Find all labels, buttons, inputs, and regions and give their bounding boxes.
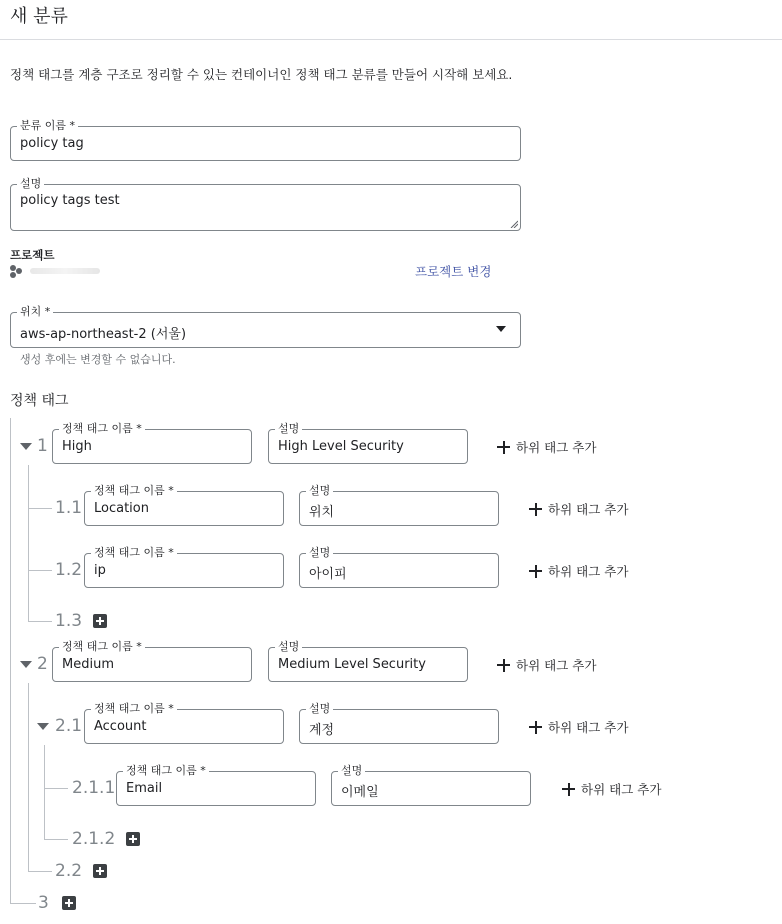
tag-name-label: 정책 태그 이름 * (59, 640, 145, 654)
policy-tags-title: 정책 태그 (10, 393, 69, 409)
plus-icon (497, 441, 510, 454)
add-child-tag-1-1-button[interactable]: 하위 태그 추가 (529, 500, 628, 518)
tag-1-1-name-field[interactable] (84, 484, 284, 526)
page-title: 새 분류 (10, 6, 68, 27)
tag-3-number: 3 (38, 893, 49, 913)
tag-1-description-field[interactable] (268, 422, 468, 464)
add-child-tag-2-button[interactable]: 하위 태그 추가 (497, 656, 596, 674)
tag-1-3-number: 1.3 (55, 611, 83, 631)
tag-description-label: 설명 (306, 546, 333, 560)
tree-branch-1-1 (28, 508, 52, 509)
tag-2-description-field[interactable] (268, 640, 468, 682)
plus-icon (529, 565, 542, 578)
tag-name-value: Email (126, 781, 163, 796)
tag-description-label: 설명 (306, 484, 333, 498)
collapse-tag-2-1-icon[interactable] (37, 723, 49, 730)
tag-2-2-number: 2.2 (55, 861, 83, 881)
header-divider (0, 39, 782, 40)
tag-2-1-name-field[interactable] (84, 702, 284, 744)
tree-branch-1-2 (28, 570, 52, 571)
tag-description-value: 계정 (309, 723, 335, 738)
project-icon (9, 264, 23, 278)
collapse-tag-2-icon[interactable] (20, 661, 32, 668)
add-child-tag-1-button[interactable]: 하위 태그 추가 (497, 438, 596, 456)
tree-line-root (10, 418, 11, 903)
tag-description-value: High Level Security (278, 439, 404, 454)
tag-2-name-field[interactable] (52, 640, 252, 682)
tag-description-value: Medium Level Security (278, 657, 426, 672)
location-select[interactable] (10, 305, 521, 348)
tree-line-2-1 (44, 745, 45, 839)
tag-1-2-name-field[interactable] (84, 546, 284, 588)
tag-description-value: 이메일 (341, 785, 379, 800)
tag-name-label: 정책 태그 이름 * (91, 484, 177, 498)
tree-branch-3 (10, 903, 36, 904)
taxonomy-description-label: 설명 (17, 177, 44, 191)
tag-name-label: 정책 태그 이름 * (91, 702, 177, 716)
dropdown-arrow-icon (496, 326, 506, 332)
tree-branch-1-3 (28, 621, 52, 622)
tree-line-1 (28, 465, 29, 621)
tag-name-label: 정책 태그 이름 * (91, 546, 177, 560)
tag-description-value: 아이피 (309, 567, 347, 582)
tag-1-1-number: 1.1 (55, 498, 83, 518)
tag-description-value: 위치 (309, 505, 335, 520)
add-child-tag-1-2-button[interactable]: 하위 태그 추가 (529, 562, 628, 580)
collapse-tag-1-icon[interactable] (20, 443, 32, 450)
location-value: aws-ap-northeast-2 (서울) (20, 327, 187, 342)
tree-branch-2-1-1 (44, 788, 68, 789)
project-name-redacted (30, 268, 100, 274)
plus-icon (497, 659, 510, 672)
tree-branch-2-2 (28, 871, 52, 872)
project-label: 프로젝트 (10, 248, 55, 262)
plus-icon (562, 783, 575, 796)
tree-branch-2-1-2 (44, 839, 68, 840)
plus-icon (529, 503, 542, 516)
tag-1-2-description-field[interactable] (299, 546, 499, 588)
tag-name-value: ip (94, 563, 106, 578)
location-label: 위치 * (17, 305, 53, 319)
tag-2-1-description-field[interactable] (299, 702, 499, 744)
tag-description-label: 설명 (338, 764, 365, 778)
taxonomy-name-label: 분류 이름 * (17, 119, 78, 133)
resize-handle-icon[interactable] (510, 220, 518, 228)
tree-line-2 (28, 683, 29, 871)
tag-1-number: 1 (37, 436, 48, 456)
tag-2-1-1-name-field[interactable] (116, 764, 316, 806)
tag-name-label: 정책 태그 이름 * (123, 764, 209, 778)
tag-1-name-field[interactable] (52, 422, 252, 464)
taxonomy-description-field[interactable] (10, 177, 521, 231)
tag-description-label: 설명 (275, 422, 302, 436)
plus-icon (529, 721, 542, 734)
tag-name-value: High (62, 439, 92, 454)
tag-2-1-2-number: 2.1.2 (72, 829, 116, 849)
add-child-tag-2-1-button[interactable]: 하위 태그 추가 (529, 718, 628, 736)
tag-2-number: 2 (37, 654, 48, 674)
tag-2-1-1-number: 2.1.1 (72, 778, 116, 798)
tag-2-1-1-description-field[interactable] (331, 764, 531, 806)
tag-2-1-number: 2.1 (55, 716, 83, 736)
add-tag-1-3-icon[interactable] (93, 614, 107, 628)
tag-description-label: 설명 (306, 702, 333, 716)
tag-name-label: 정책 태그 이름 * (59, 422, 145, 436)
tag-name-value: Medium (62, 657, 114, 672)
taxonomy-name-value: policy tag (20, 136, 84, 151)
add-child-tag-2-1-1-button[interactable]: 하위 태그 추가 (562, 780, 661, 798)
tag-description-label: 설명 (275, 640, 302, 654)
tag-1-2-number: 1.2 (55, 560, 83, 580)
tag-name-value: Account (94, 719, 147, 734)
add-tag-3-icon[interactable] (62, 896, 76, 910)
taxonomy-description-value: policy tags test (20, 193, 120, 208)
tag-name-value: Location (94, 501, 149, 516)
add-tag-2-2-icon[interactable] (93, 864, 107, 878)
location-hint: 생성 후에는 변경할 수 없습니다. (20, 353, 176, 366)
page-description: 정책 태그를 계층 구조로 정리할 수 있는 컨테이너인 정책 태그 분류를 만들어 시작해 보세요. (10, 67, 513, 82)
taxonomy-name-field[interactable] (10, 119, 521, 161)
tag-1-1-description-field[interactable] (299, 484, 499, 526)
add-tag-2-1-2-icon[interactable] (126, 832, 140, 846)
change-project-link[interactable]: 프로젝트 변경 (415, 264, 492, 279)
